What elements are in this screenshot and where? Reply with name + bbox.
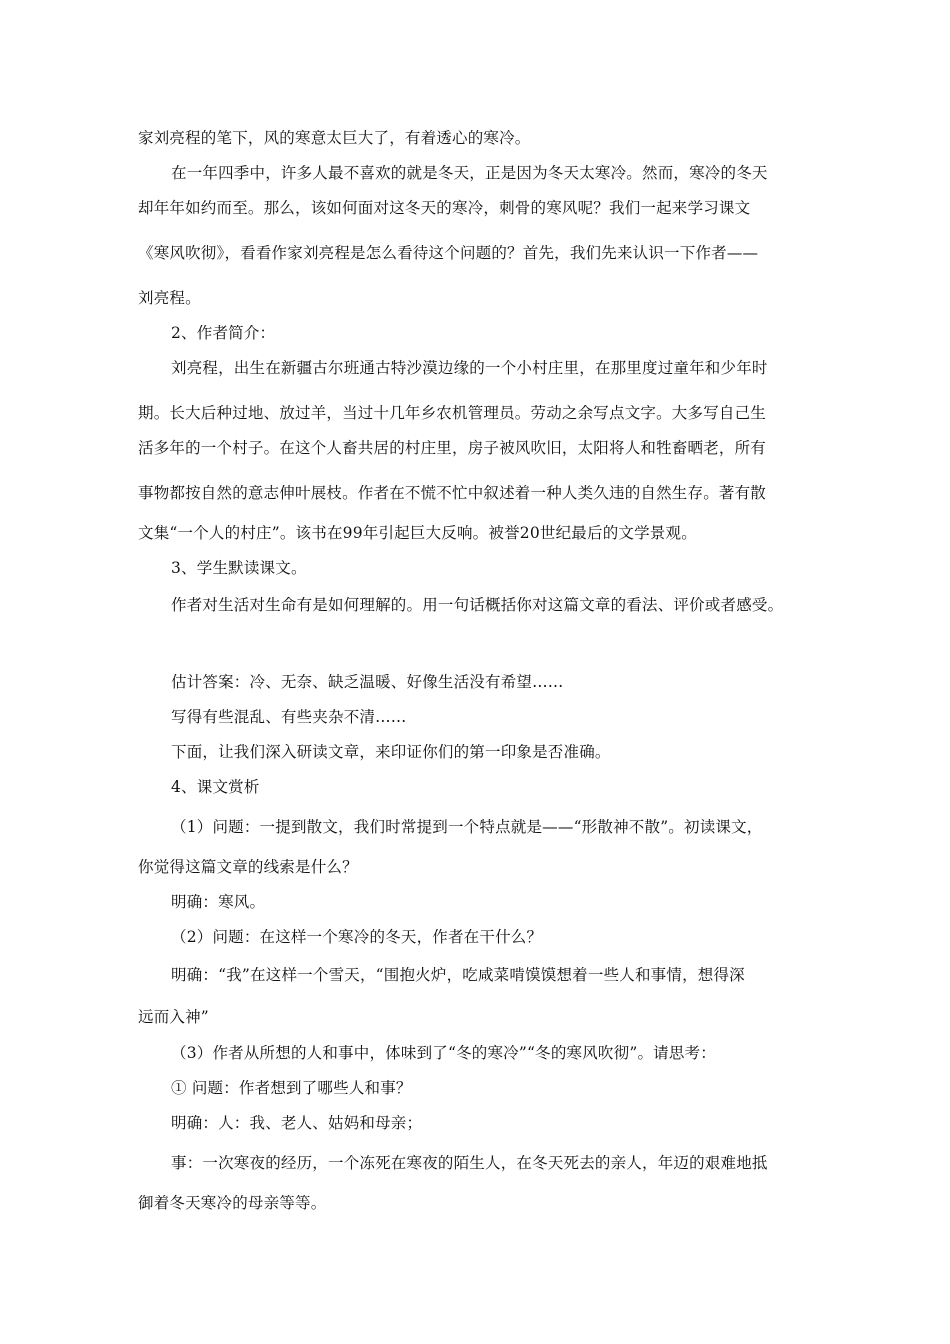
text-line: 家刘亮程的笔下，风的寒意太巨大了，有着透心的寒冷。 [138,129,531,147]
text-line: 却年年如约而至。那么，该如何面对这冬天的寒冷，刺骨的寒风呢？我们一起来学习课文 [138,199,751,217]
text-line: 远而入神” [138,1008,209,1026]
text-line: 事物都按自然的意志伸叶展枝。作者在不慌不忙中叙述着一种人类久违的自然生存。著有散 [138,484,767,502]
question-line: （3）作者从所想的人和事中，体味到了“冬的寒冷”“冬的寒风吹彻”。请思考： [171,1044,716,1062]
paragraph-line: 下面，让我们深入研读文章，来印证你们的第一印象是否准确。 [171,743,611,761]
section-heading: 3、学生默读课文。 [171,559,307,577]
paragraph-line: 刘亮程，出生在新疆古尔班通古特沙漠边缘的一个小村庄里，在那里度过童年和少年时 [171,359,768,377]
paragraph-line: 在一年四季中，许多人最不喜欢的就是冬天，正是因为冬天太寒冷。然而，寒冷的冬天 [171,164,768,182]
question-line: （1）问题：一提到散文，我们时常提到一个特点就是——“形散神不散”。初读课文， [171,818,763,836]
text-line: 刘亮程。 [138,289,201,307]
paragraph-line: 估计答案：冷、无奈、缺乏温暖、好像生活没有希望…… [171,673,564,691]
text-line: 活多年的一个村子。在这个人畜共居的村庄里，房子被风吹旧，太阳将人和牲畜晒老，所有 [138,439,767,457]
section-heading: 2、作者简介： [171,324,276,342]
text-line: 御着冬天寒冷的母亲等等。 [138,1194,327,1212]
question-line: （2）问题：在这样一个寒冷的冬天，作者在干什么？ [171,928,543,946]
question-line: ① 问题：作者想到了哪些人和事？ [171,1079,412,1097]
answer-line: 明确：寒风。 [171,893,266,911]
paragraph-line: 事：一次寒夜的经历，一个冻死在寒夜的陌生人，在冬天死去的亲人，年迈的艰难地抵 [171,1154,768,1172]
paragraph-line: 作者对生活对生命有是如何理解的。用一句话概括你对这篇文章的看法、评价或者感受。 [171,596,784,614]
text-line: 《寒风吹彻》，看看作家刘亮程是怎么看待这个问题的？首先，我们先来认识一下作者—— [138,244,759,262]
section-heading: 4、课文赏析 [171,778,260,796]
answer-line: 明确：人：我、老人、姑妈和母亲； [171,1114,423,1132]
text-line: 期。长大后种过地、放过羊，当过十几年乡农机管理员。劳动之余写点文字。大多写自己生 [138,404,767,422]
paragraph-line: 写得有些混乱、有些夹杂不清…… [171,708,407,726]
answer-line: 明确：“我”在这样一个雪天，“围抱火炉，吃咸菜啃馍馍想着一些人和事情，想得深 [171,966,745,984]
text-line: 你觉得这篇文章的线索是什么？ [138,858,358,876]
text-line: 文集“一个人的村庄”。该书在99年引起巨大反响。被誉20世纪最后的文学景观。 [138,524,697,542]
